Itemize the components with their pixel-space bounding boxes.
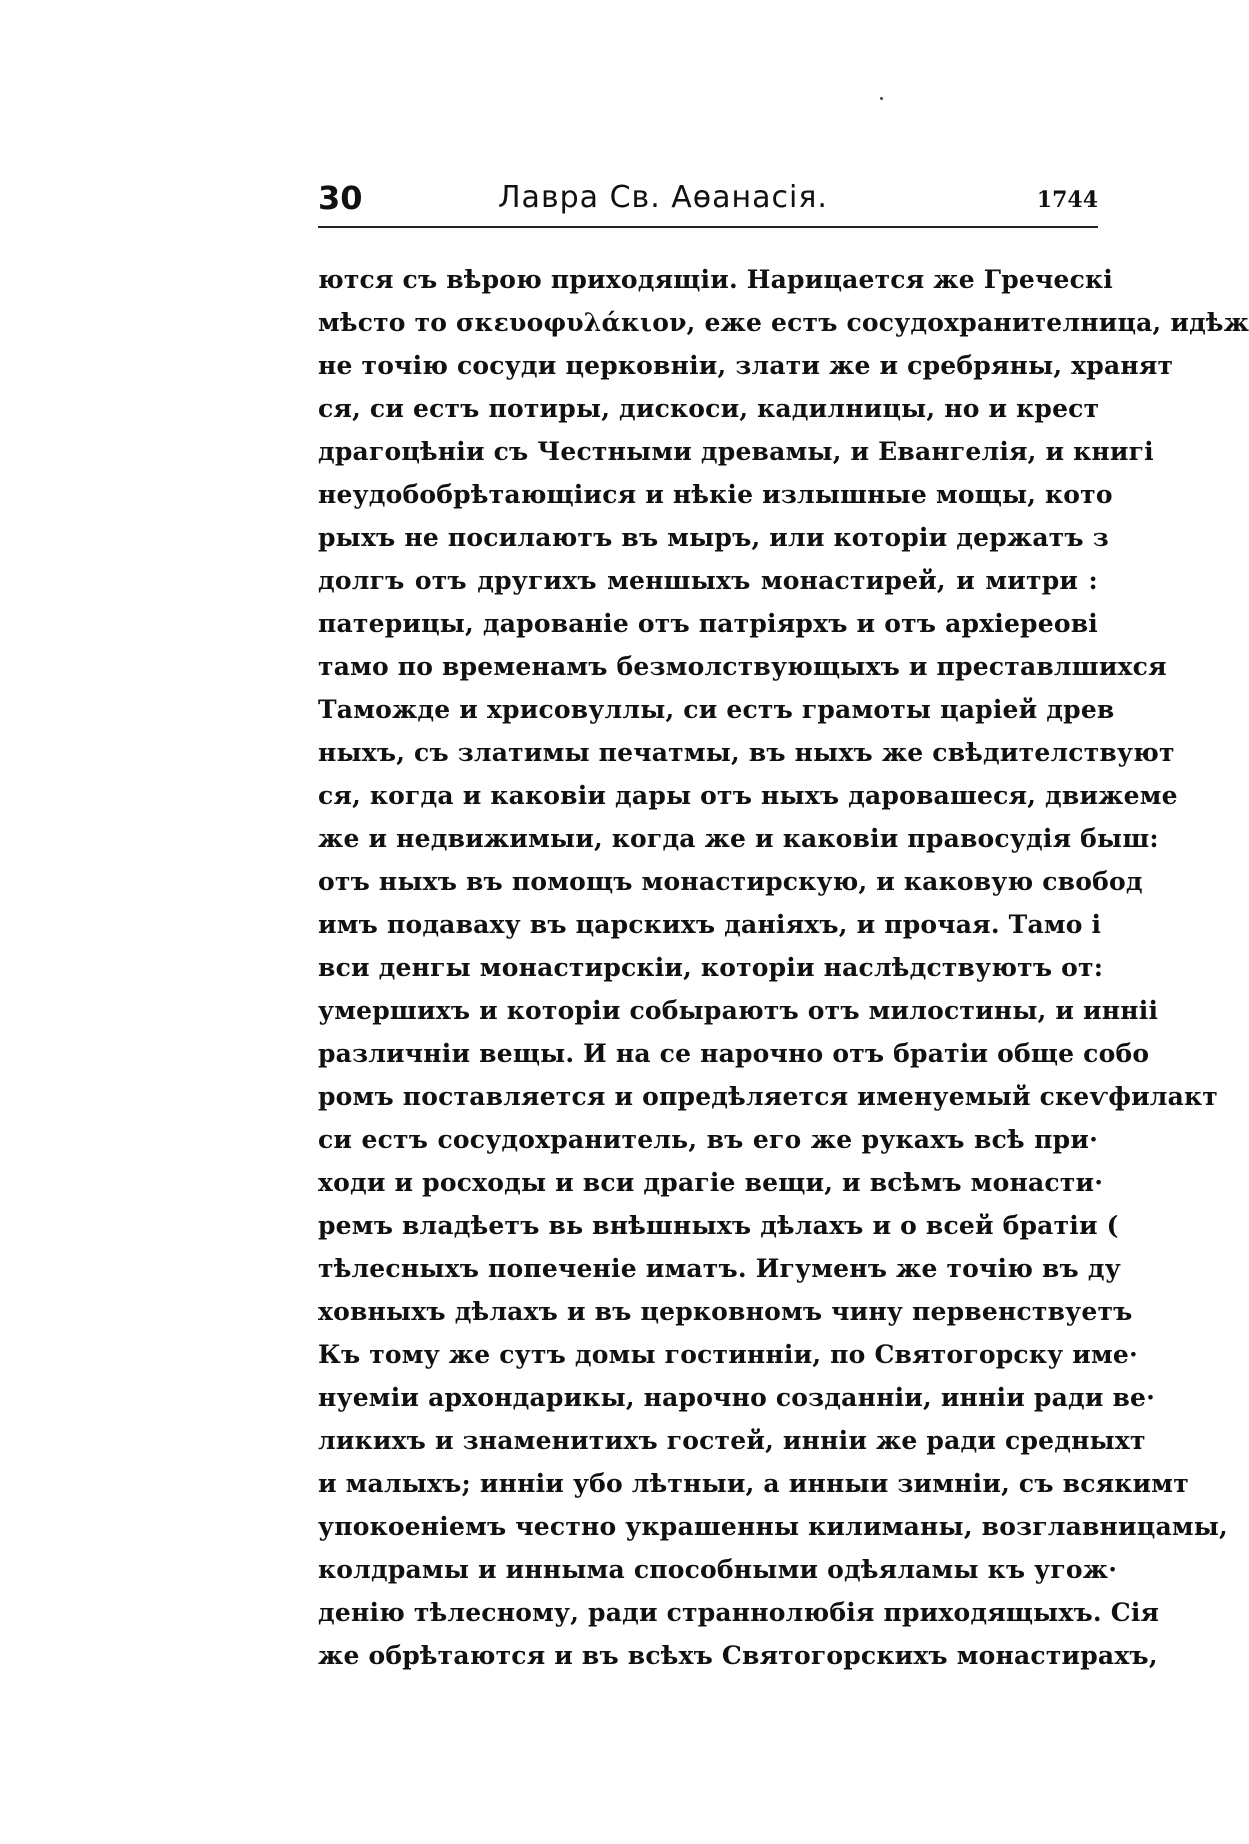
page-header bbox=[318, 176, 1098, 232]
text-line: ховныхъ дѣлахъ и въ церковномъ чину первенствуетъ bbox=[318, 1297, 1133, 1326]
text-line: нуеміи архондарикы, нарочно созданніи, инніи ради ве· bbox=[318, 1383, 1156, 1412]
text-line: Къ тому же сутъ домы гостинніи, по Святогорску име· bbox=[318, 1340, 1138, 1369]
text-line: ликихъ и знаменитихъ гостей, инніи же ради средныхт bbox=[318, 1426, 1146, 1455]
running-title: Лавра Св. Аѳанасія. bbox=[498, 180, 828, 215]
year-marker: 1744 bbox=[1036, 187, 1098, 213]
text-line: ныхъ, съ златимы печатмы, въ ныхъ же свѣдителствуют bbox=[318, 738, 1175, 767]
text-line: неудобобрѣтающіися и нѣкіе излышные мощы, кото bbox=[318, 480, 1113, 509]
text-line: денію тѣлесному, ради страннолюбія приходящыхъ. Сія bbox=[318, 1598, 1160, 1627]
page-number: 30 bbox=[318, 179, 363, 217]
text-line: умершихъ и которіи собыраютъ отъ милостины, и инніі bbox=[318, 996, 1159, 1025]
text-line: же обрѣтаются и въ всѣхъ Святогорскихъ монастирахъ, bbox=[318, 1641, 1158, 1670]
text-line: си естъ сосудохранитель, въ его же рукахъ всѣ при· bbox=[318, 1125, 1098, 1154]
text-line: не точію сосуди церковніи, злати же и сребряны, хранят bbox=[318, 351, 1174, 380]
header-rule bbox=[318, 226, 1098, 228]
text-line: вси денгы монастирскіи, которіи наслѣдствуютъ от: bbox=[318, 953, 1104, 982]
text-line: мѣсто то σκευοφυλάκιον, еже естъ сосудохранителница, идѣж bbox=[318, 308, 1249, 337]
text-line: Таможде и хрисовуллы, си естъ грамоты царіей древ bbox=[318, 695, 1115, 724]
text-line: тѣлесныхъ попеченіе иматъ. Игуменъ же точію въ ду bbox=[318, 1254, 1121, 1283]
text-line: и малыхъ; инніи убо лѣтныи, а инныи зимніи, съ всякимт bbox=[318, 1469, 1189, 1498]
text-line: тамо по временамъ безмолствующыхъ и преставлшихся bbox=[318, 652, 1167, 681]
text-line: колдрамы и инныма способными одѣяламы къ угож· bbox=[318, 1555, 1118, 1584]
text-line: ремъ владѣетъ вь внѣшныхъ дѣлахъ и о всей братіи ( bbox=[318, 1211, 1119, 1240]
text-line: упокоеніемъ честно украшенны килиманы, возглавницамы, bbox=[318, 1512, 1228, 1541]
text-line: рыхъ не посилаютъ въ мыръ, или которіи держатъ з bbox=[318, 523, 1109, 552]
text-line: ются съ вѣрою приходящіи. Нарицается же Греческі bbox=[318, 265, 1113, 294]
text-line: имъ подаваху въ царскихъ даніяхъ, и прочая. Тамо і bbox=[318, 910, 1102, 939]
body-text bbox=[318, 258, 1249, 1670]
text-line: же и недвижимыи, когда же и каковіи правосудія быш: bbox=[318, 824, 1159, 853]
text-line: ся, когда и каковіи дары отъ ныхъ даровашеся, движеме bbox=[318, 781, 1178, 810]
text-line: патерицы, дарованіе отъ патріярхъ и отъ архіереові bbox=[318, 609, 1098, 638]
text-line: различніи вещы. И на се нарочно отъ братіи обще собо bbox=[318, 1039, 1150, 1068]
print-speck bbox=[880, 97, 883, 100]
text-line: ся, си естъ потиры, дискоси, кадилницы, но и крест bbox=[318, 394, 1100, 423]
text-line: драгоцѣніи съ Честными древамы, и Евангелія, и книгі bbox=[318, 437, 1154, 466]
text-line: ходи и росходы и вси драгіе вещи, и всѣмъ монасти· bbox=[318, 1168, 1104, 1197]
text-line: ромъ поставляется и опредѣляется именуемый скеѵфилакт bbox=[318, 1082, 1218, 1111]
text-line: долгъ отъ другихъ меншыхъ монастирей, и митри : bbox=[318, 566, 1098, 595]
text-line: отъ ныхъ въ помощъ монастирскую, и каковую свобод bbox=[318, 867, 1143, 896]
